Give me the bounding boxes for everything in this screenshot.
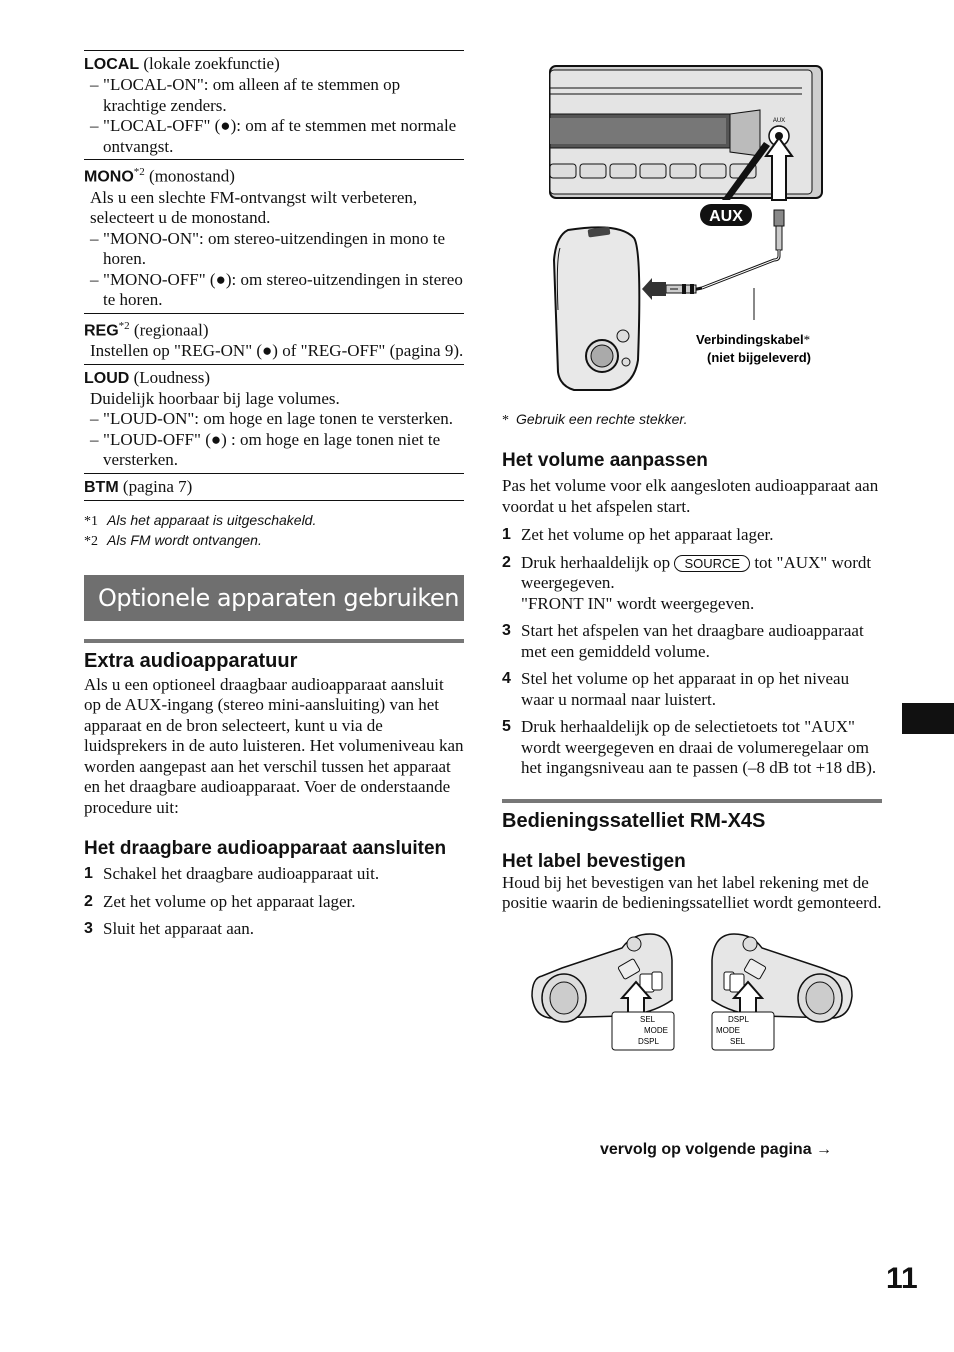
aux-badge-label: AUX [709,208,743,225]
label-left-line: SEL [640,1014,656,1024]
setting-option: – "MONO-OFF" (●): om stereo-uitzendingen in stereo te horen. [84,270,464,311]
label-heading: Het label bevestigen [502,850,686,872]
arrow-left-icon [642,278,666,300]
left-column [84,50,464,947]
connect-step: 2 Zet het volume op het apparaat lager. [84,891,356,911]
setting-option: – "LOCAL-ON": om alleen af te stemmen op krachtige zenders. [84,75,464,116]
volume-step: 4 Stel het volume op het apparaat in op het niveau waar u normaal naar luistert. [502,669,850,709]
label-left-line: MODE [644,1025,668,1035]
cable-note: (niet bijgeleverd) [706,350,812,365]
setting-loud [84,364,464,473]
label-right-line: SEL [730,1036,746,1046]
cable-label: Verbindingskabel* [696,332,811,347]
remote-right-illustration [712,934,852,1022]
label-body: Houd bij het bevestigen van het label rekening met de positie waarin de bedieningssatelliet wordt gemonteerd. [502,872,882,912]
footnotes [84,511,464,551]
page-number: 11 [886,1262,918,1295]
setting-title: MONO$^{*2}$ (monostand) [84,166,235,186]
settings-list [84,50,464,501]
extra-heading: Extra audioapparatuur [84,649,298,672]
volume-body: Pas het volume voor elk aangesloten audioapparaat aan voordat u het afspelen start. [502,476,879,516]
volume-step: 3 Start het afspelen van het draagbare audioapparaat met een gemiddeld volume. [502,621,864,661]
chapter-tab [902,703,954,734]
remote-heading: Bedieningssatelliet RM-X4S [502,809,766,832]
setting-title: LOUD (Loudness) [84,367,211,387]
label-left-line: DSPL [638,1036,659,1046]
footnote-2: *2 Als FM wordt ontvangen. [84,531,262,549]
heading-rule [84,639,464,643]
connect-step: 3 Sluit het apparaat aan. [84,919,255,939]
setting-title: REG$^{*2}$ (regionaal) [84,319,209,340]
connect-steps [84,864,464,940]
continue-note: vervolg op volgende pagina → [600,1141,833,1158]
volume-step: 2 Druk herhaaldelijk op SOURCE tot "AUX" wordt weergegeven. "FRONT IN" wordt weergegeven. [502,552,872,613]
footnote-1: *1 Als het apparaat is uitgeschakeld. [84,511,317,529]
setting-option: – "LOUD-ON": om hoge en lage tonen te versterken. [84,409,464,430]
source-button-label: SOURCE [674,555,750,572]
remote-left-illustration [532,934,672,1022]
setting-option: – "LOUD-OFF" (●) : om hoge en lage tonen niet te versterken. [84,430,464,471]
setting-reg [84,313,464,364]
jack-label: AUX [772,118,786,124]
setting-mono [84,159,464,313]
setting-description: Als u een slechte FM-ontvangst wilt verbeteren, selecteert u de monostand. [90,187,418,228]
extra-body: Als u een optioneel draagbaar audioapparaat aansluit op de AUX-ingang (stereo mini-aansluiting) van het apparaat en de bron selecteert, kunt u via de luidsprekers in de auto luisteren. Het volumeniveau kan worden aangepast aan het verschil tussen het apparaat en het draagbare audioapparaat. Voer de onderstaande procedure uit: [84,674,464,817]
remote-label-figure [502,924,882,1060]
volume-step: 1 Zet het volume op het apparaat lager. [502,525,774,544]
section-banner: Optionele apparaten gebruiken [84,575,464,621]
setting-local [84,50,464,159]
right-column [502,60,882,1060]
volume-steps [502,525,882,779]
heading-rule [502,799,882,803]
setting-title: LOCAL (lokale zoekfunctie) [84,54,280,73]
setting-btm [84,473,464,501]
aux-connection-figure [502,60,882,400]
volume-step: 5 Druk herhaaldelijk op de selectietoets tot "AUX" wordt weergegeven en draai de volumeregelaar om het ingangsniveau aan te passen (–8 dB tot +18 dB). [502,717,877,777]
volume-heading: Het volume aanpassen [502,450,708,471]
setting-description: Instellen op "REG-ON" (●) of "REG-OFF" (pagina 9). [90,341,464,361]
setting-description: Duidelijk hoorbaar bij lage volumes. [90,388,340,408]
setting-option: – "LOCAL-OFF" (●): om af te stemmen met normale ontvangst. [84,116,464,157]
label-right-line: DSPL [728,1014,749,1024]
connect-heading: Het draagbare audioapparaat aansluiten [84,838,447,860]
setting-title: BTM (pagina 7) [84,476,193,496]
figure-footnote: * Gebruik een rechte stekker. [502,411,688,428]
setting-option: – "MONO-ON": om stereo-uitzendingen in mono te horen. [84,229,464,270]
connect-step: 1 Schakel het draagbare audioapparaat uit. [84,864,380,884]
label-right-line: MODE [716,1025,740,1035]
portable-audio-device-illustration [554,227,639,390]
